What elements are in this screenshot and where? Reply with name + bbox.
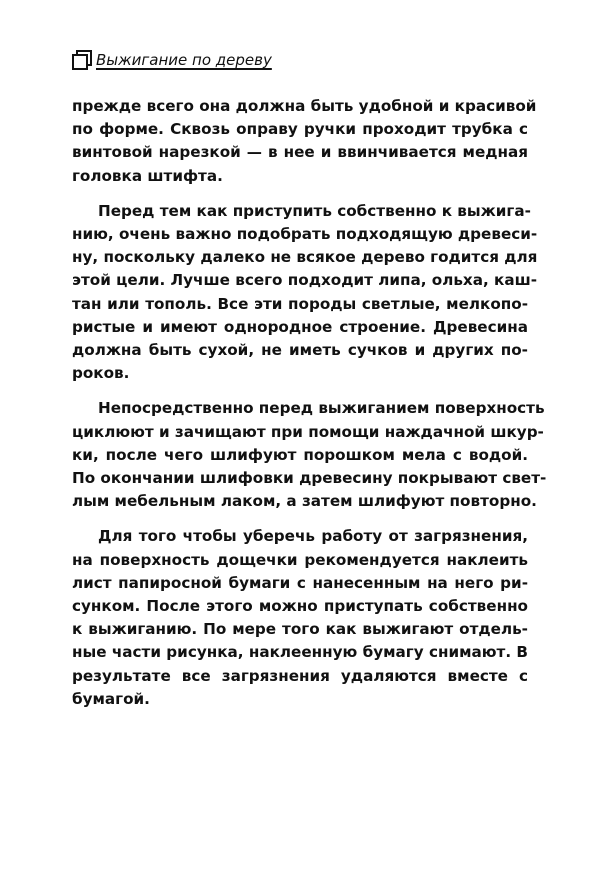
text-line: ну, поскольку далеко не всякое дерево годится для (72, 248, 538, 267)
text-line: Непосредственно перед выжиганием поверхность (98, 399, 545, 418)
text-line: Для того чтобы уберечь работу от загрязнения, (98, 527, 528, 546)
running-header (72, 50, 532, 76)
text-line: по форме. Сквозь оправу ручки проходит трубка с (72, 120, 528, 139)
text-line: сунком. После этого можно приступать собственно (72, 597, 528, 616)
text-line: лист папиросной бумаги с нанесенным на него ри- (72, 573, 528, 592)
text-line: ные части рисунка, наклеенную бумагу снимают. В (72, 643, 528, 662)
paragraph-1 (72, 95, 537, 188)
paragraph-2 (72, 200, 538, 386)
header-title: Выжигание по дереву (96, 51, 272, 69)
text-line: циклюют и зачищают при помощи наждачной шкур- (72, 422, 544, 441)
page-corner-icon (72, 50, 92, 70)
text-line: результате все загрязнения удаляются вместе с (72, 666, 528, 685)
text-line: тан или тополь. Все эти породы светлые, мелкопо- (72, 294, 528, 313)
text-line: Перед тем как приступить собственно к выжига- (98, 201, 531, 220)
text-line: ристые и имеют однородное строение. Древесина (72, 317, 528, 336)
text-line: должна быть сухой, не иметь сучков и других по- (72, 341, 528, 360)
text-line: на поверхность дощечки рекомендуется наклеить (72, 550, 528, 569)
text-line: этой цели. Лучше всего подходит липа, ольха, каш- (72, 271, 538, 290)
text-line: роков. (72, 364, 130, 383)
paragraph-4 (72, 525, 528, 711)
text-line: По окончании шлифовки древесину покрывают свет- (72, 469, 547, 488)
text-line: лым мебельным лаком, а затем шлифуют повторно. (72, 492, 537, 511)
text-line: ки, после чего шлифуют порошком мела с водой. (72, 445, 528, 464)
text-line: винтовой нарезкой — в нее и ввинчивается медная (72, 143, 528, 162)
text-line: головка штифта. (72, 166, 223, 185)
paragraph-3 (72, 397, 547, 513)
text-line: нию, очень важно подобрать подходящую древеси- (72, 225, 538, 244)
text-line: бумагой. (72, 689, 150, 708)
body-text (72, 95, 547, 723)
text-line: прежде всего она должна быть удобной и красивой (72, 97, 537, 115)
text-line: к выжиганию. По мере того как выжигают отдель- (72, 620, 528, 639)
